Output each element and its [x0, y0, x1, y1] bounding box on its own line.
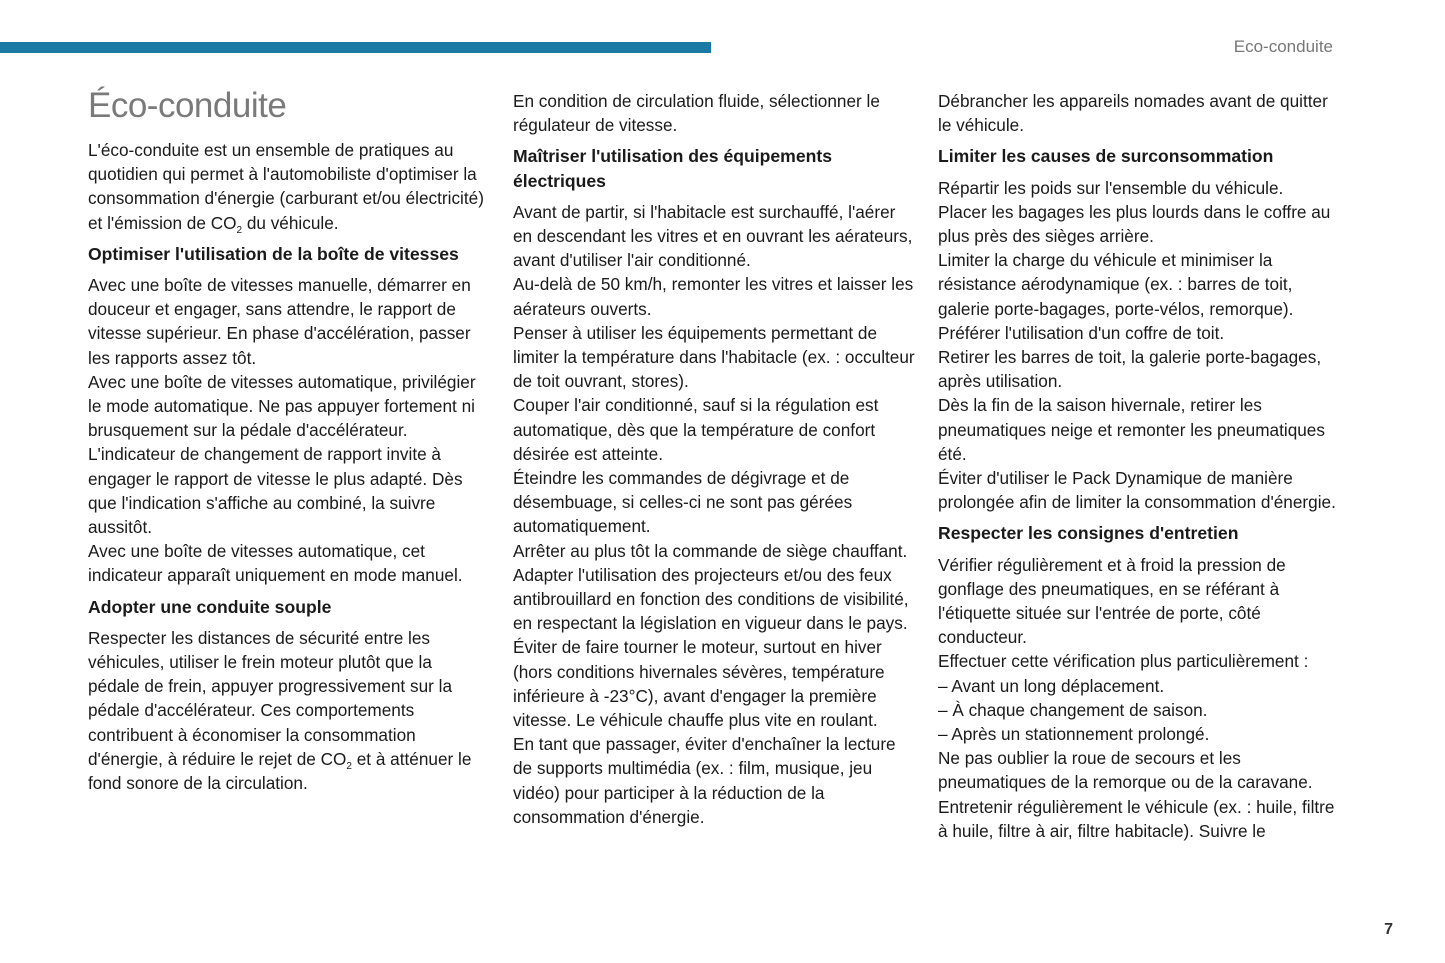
- overconsumption-paragraph-3: Limiter la charge du véhicule et minimiser la résistance aérodynamique (ex. : barres de toit, galerie porte-bagages, porte-vélos, remorque).: [938, 250, 1294, 319]
- heading-smooth-driving: Adopter une conduite souple: [88, 596, 332, 617]
- maintenance-dash-item-1: – Avant un long déplacement.: [938, 675, 1165, 696]
- heading-electrical: Maîtriser l'utilisation des équipements électriques: [513, 146, 832, 191]
- page-number: 7: [1384, 921, 1393, 938]
- maintenance-dash-item-2: – À chaque changement de saison.: [938, 699, 1208, 720]
- intro-subscript: 2: [236, 224, 243, 236]
- electrical-paragraph-1: Avant de partir, si l'habitacle est surchauffé, l'aérer en descendant les vitres et en ouvrant les aérateurs, avant d'utiliser l'air conditionné.: [513, 201, 913, 271]
- smooth-text-a: Respecter les distances de sécurité entre les véhicules, utiliser le frein moteur plutôt que la pédale de frein, appuyer progressivement sur la pédale d'accélérateur. Ces comportements contribuent à économiser la consommation d'énergie, à réduire le rejet de CO: [88, 627, 453, 769]
- overconsumption-paragraph-4: Préférer l'utilisation d'un coffre de toit.: [938, 322, 1225, 343]
- overconsumption-paragraph-2: Placer les bagages les plus lourds dans le coffre au plus près des sièges arrière.: [938, 201, 1331, 247]
- electrical-paragraph-4: Couper l'air conditionné, sauf si la régulation est automatique, dès que la température de confort désirée est atteinte.: [513, 395, 879, 464]
- electrical-paragraph-8: Éviter de faire tourner le moteur, surtout en hiver (hors conditions hivernales sévères, température inférieure à -23°C), avant d'engager la première vitesse. Le véhicule chauffe plus vite en roulant.: [513, 637, 885, 731]
- electrical-paragraph-2: Au-delà de 50 km/h, remonter les vitres et laisser les aérateurs ouverts.: [513, 274, 914, 319]
- heading-overconsumption: Limiter les causes de surconsommation: [938, 146, 1274, 167]
- electrical-paragraph-6: Arrêter au plus tôt la commande de siège chauffant.: [513, 540, 908, 561]
- maintenance-paragraph-2: Effectuer cette vérification plus particulièrement :: [938, 651, 1309, 672]
- running-header: Eco-conduite: [1233, 37, 1333, 56]
- unplug-paragraph: Débrancher les appareils nomades avant de quitter le véhicule.: [938, 91, 1328, 136]
- column-3: [938, 89, 1338, 843]
- cruise-paragraph: En condition de circulation fluide, sélectionner le régulateur de vitesse.: [513, 91, 880, 136]
- column-2: [513, 89, 918, 829]
- header-accent-bar: [0, 42, 711, 53]
- gearbox-paragraph-3: L'indicateur de changement de rapport invite à engager le rapport de vitesse le plus adapté. Dès que l'indication s'affiche au combiné, la suivre aussitôt.: [88, 444, 463, 538]
- smooth-text-b: et à atténuer le fond sonore de la circulation.: [88, 748, 472, 794]
- gearbox-paragraph-2: Avec une boîte de vitesses automatique, privilégier le mode automatique. Ne pas appuyer fortement ni brusquement sur la pédale d'accélérateur.: [88, 371, 476, 441]
- intro-text-a: L'éco-conduite est un ensemble de pratiques au quotidien qui permet à l'automobiliste d'optimiser la consommation d'énergie (carburant et/ou électricité) et l'émission de CO: [88, 140, 484, 233]
- gearbox-paragraph-1: Avec une boîte de vitesses manuelle, démarrer en douceur et engager, sans attendre, le rapport de vitesse supérieur. En phase d'accélération, passer les rapports assez tôt.: [88, 275, 471, 368]
- heading-gearbox: Optimiser l'utilisation de la boîte de vitesses: [88, 243, 459, 264]
- maintenance-paragraph-1: Vérifier régulièrement et à froid la pression de gonflage des pneumatiques, en se référant à l'étiquette située sur l'entrée de porte, côté conducteur.: [938, 554, 1286, 648]
- overconsumption-paragraph-6: Dès la fin de la saison hivernale, retirer les pneumatiques neige et remonter les pneumatiques été.: [938, 395, 1325, 464]
- maintenance-dash-item-3: – Après un stationnement prolongé.: [938, 724, 1210, 745]
- smooth-subscript: 2: [346, 760, 352, 772]
- maintenance-paragraph-4: Entretenir régulièrement le véhicule (ex. : huile, filtre à huile, filtre à air, filtre habitacle). Suivre le: [938, 796, 1335, 841]
- gearbox-paragraph-4: Avec une boîte de vitesses automatique, cet indicateur apparaît uniquement en mode manuel.: [88, 541, 463, 586]
- electrical-paragraph-5: Éteindre les commandes de dégivrage et de désembuage, si celles-ci ne sont pas gérées automatiquement.: [513, 468, 853, 537]
- electrical-paragraph-9: En tant que passager, éviter d'enchaîner la lecture de supports multimédia (ex. : film, musique, jeu vidéo) pour participer à la réduction de la consommation d'énergie.: [513, 734, 896, 827]
- smooth-driving-paragraph: [88, 626, 488, 795]
- overconsumption-paragraph-7: Éviter d'utiliser le Pack Dynamique de manière prolongée afin de limiter la consommation d'énergie.: [938, 468, 1336, 513]
- overconsumption-paragraph-5: Retirer les barres de toit, la galerie porte-bagages, après utilisation.: [938, 347, 1322, 392]
- electrical-paragraph-3: Penser à utiliser les équipements permettant de limiter la température dans l'habitacle (ex. : occulteur de toit ouvrant, stores).: [513, 322, 915, 392]
- maintenance-paragraph-3: Ne pas oublier la roue de secours et les pneumatiques de la remorque ou de la caravane.: [938, 748, 1313, 793]
- column-1: [88, 88, 488, 795]
- electrical-paragraph-7: Adapter l'utilisation des projecteurs et/ou des feux antibrouillard en fonction des conditions de visibilité, en respectant la législation en vigueur dans le pays.: [513, 564, 909, 634]
- intro-text-b: du véhicule.: [242, 212, 339, 233]
- page-title: Éco-conduite: [88, 86, 287, 125]
- overconsumption-paragraph-1: Répartir les poids sur l'ensemble du véhicule.: [938, 177, 1284, 198]
- intro-paragraph: [88, 138, 488, 235]
- heading-maintenance: Respecter les consignes d'entretien: [938, 523, 1239, 544]
